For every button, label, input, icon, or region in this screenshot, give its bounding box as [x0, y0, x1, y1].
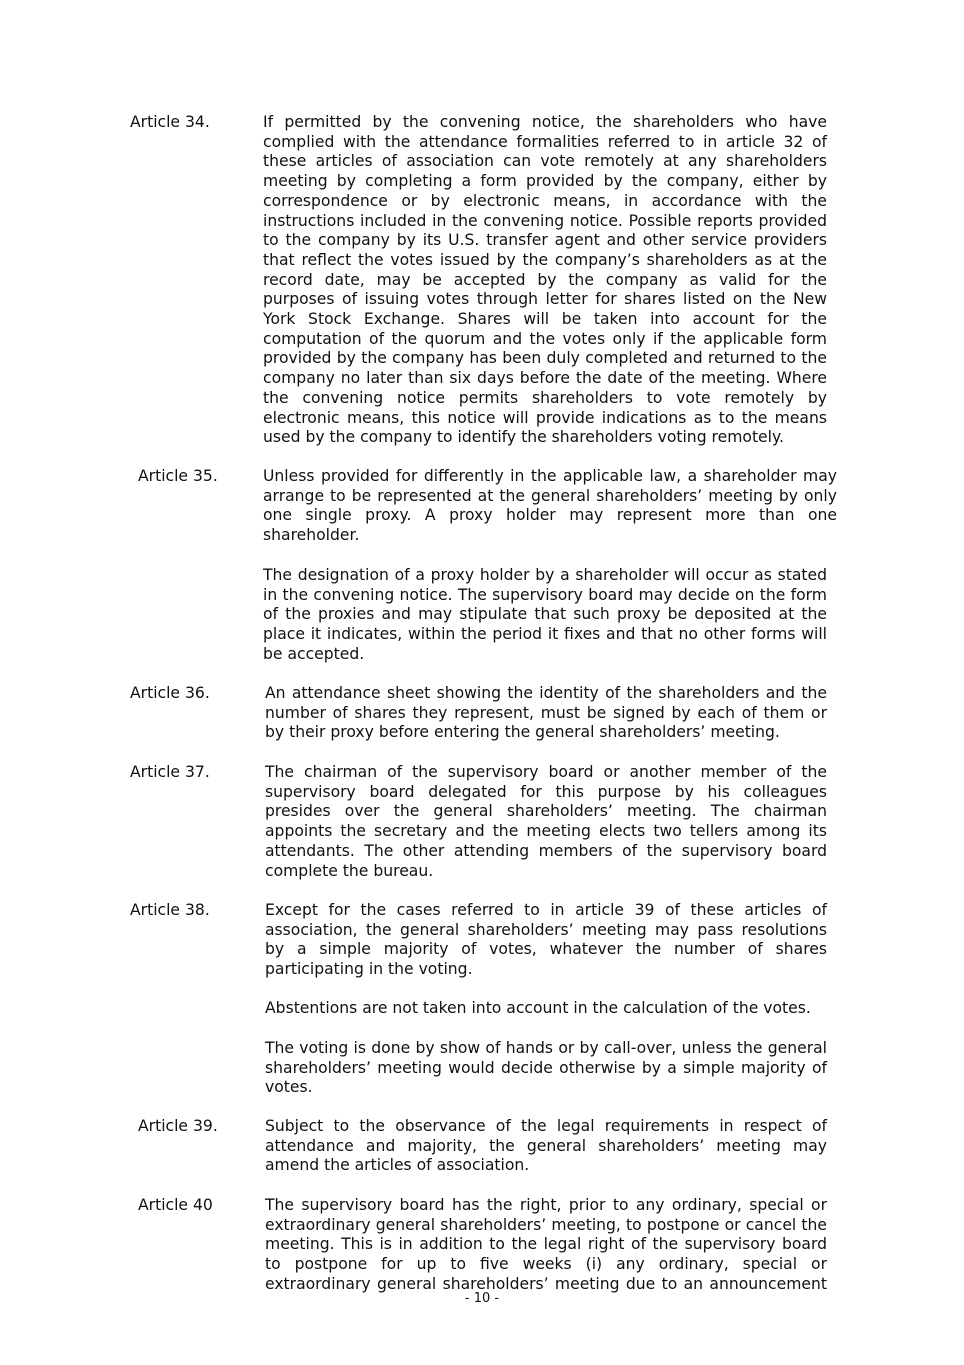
- article-40-label: Article 40: [138, 1196, 213, 1214]
- article-36-paragraph-1: An attendance sheet showing the identity of the shareholders and the number of shares they represent, must be signed by each of them or by their proxy before entering the general shareholders’ meeting.: [265, 684, 827, 742]
- article-38-paragraph-2: Abstentions are not taken into account in the calculation of the votes.: [265, 999, 811, 1017]
- article-38-label: Article 38.: [130, 901, 210, 919]
- article-39-label: Article 39.: [138, 1117, 218, 1135]
- article-35-paragraph-1: Unless provided for differently in the applicable law, a shareholder may arrange to be represented at the general shareholders’ meeting by only one single proxy. A proxy holder may represent more than one shareholder.: [263, 467, 837, 545]
- article-36-label: Article 36.: [130, 684, 210, 702]
- page-number: - 10 -: [464, 1291, 500, 1306]
- article-35-paragraph-2: The designation of a proxy holder by a shareholder will occur as stated in the convening notice. The supervisory board may decide on the form of the proxies and may stipulate that such proxy be deposited at the place it indicates, within the period it fixes and that no other forms will be accepted.: [263, 566, 827, 663]
- article-37-label: Article 37.: [130, 763, 210, 781]
- article-40-paragraph-1: The supervisory board has the right, prior to any ordinary, special or extraordinary general shareholders’ meeting, to postpone or cancel the meeting. This is in addition to the legal right of the supervisory board to postpone for up to five weeks (i) any ordinary, special or extraordinary general shareholders’ meeting due to an announcement: [265, 1196, 827, 1293]
- article-38-paragraph-1: Except for the cases referred to in article 39 of these articles of association, the general shareholders’ meeting may pass resolutions by a simple majority of votes, whatever the number of shares participating in the voting.: [265, 901, 827, 979]
- article-39-paragraph-1: Subject to the observance of the legal requirements in respect of attendance and majority, the general shareholders’ meeting may amend the articles of association.: [265, 1117, 827, 1175]
- article-34-paragraph-1: If permitted by the convening notice, the shareholders who have complied with the attendance formalities referred to in article 32 of these articles of association can vote remotely at any shareholders meeting by completing a form provided by the company, either by correspondence or by electronic means, in accordance with the instructions included in the convening notice. Possible reports provided to the company by its U.S. transfer agent and other service providers that reflect the votes issued by the company’s shareholders as at the record date, may be accepted by the company as valid for the purposes of issuing votes through letter for shares listed on the New York Stock Exchange. Shares will be taken into account for the computation of the quorum and the votes only if the applicable form provided by the company has been duly completed and returned to the company no later than six days before the date of the meeting. Where the convening notice permits shareholders to vote remotely by electronic means, this notice will provide indications as to the means used by the company to identify the shareholders voting remotely.: [263, 113, 827, 447]
- article-38-paragraph-3: The voting is done by show of hands or by call-over, unless the general shareholders’ meeting would decide otherwise by a simple majority of votes.: [265, 1039, 827, 1097]
- article-37-paragraph-1: The chairman of the supervisory board or another member of the supervisory board delegated for this purpose by his colleagues presides over the general shareholders’ meeting. The chairman appoints the secretary and the meeting elects two tellers among its attendants. The other attending members of the supervisory board complete the bureau.: [265, 763, 827, 880]
- article-35-label: Article 35.: [138, 467, 218, 485]
- article-34-label: Article 34.: [130, 113, 210, 131]
